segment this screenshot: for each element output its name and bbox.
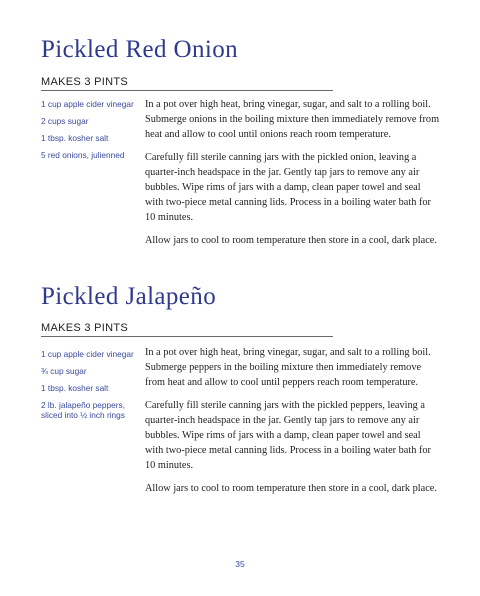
method-paragraph: In a pot over high heat, bring vinegar, sugar, and salt to a rolling boil. Submerge peppers in the boiling mixture then immediately remove from heat and allow to cool until peppers reach room temperature.	[145, 347, 431, 388]
ingredient-list	[41, 349, 136, 427]
method-paragraph: Allow jars to cool to room temperature then store in a cool, dark place.	[145, 483, 437, 494]
divider	[41, 336, 333, 337]
method-text	[145, 345, 441, 504]
recipe-title: Pickled Red Onion	[41, 36, 239, 63]
ingredient-list	[41, 99, 136, 167]
ingredient-item: 1 tbsp. kosher salt	[41, 383, 109, 393]
method-text	[145, 97, 441, 256]
page-number: 35	[235, 559, 245, 569]
ingredient-item: ¾ cup sugar	[41, 366, 87, 376]
ingredient-item: 1 cup apple cider vinegar	[41, 99, 134, 109]
recipe-yield: MAKES 3 PINTS	[41, 322, 129, 334]
ingredient-item: 5 red onions, julienned	[41, 150, 125, 160]
method-paragraph: In a pot over high heat, bring vinegar, sugar, and salt to a rolling boil. Submerge onions in the boiling mixture then immediately remove from heat and allow to cool until onions reach room temperature.	[145, 99, 440, 140]
ingredient-item: 1 tbsp. kosher salt	[41, 133, 109, 143]
method-paragraph: Carefully fill sterile canning jars with the pickled peppers, leaving a quarter-inch headspace in the jar. Gently tap jars to remove any air bubbles. Wipe rims of jars with a damp, clean paper towel and seal with two-piece metal canning lids. Process in a boiling water bath for 10 minutes.	[145, 400, 431, 471]
ingredient-item: 1 cup apple cider vinegar	[41, 349, 134, 359]
recipe-title: Pickled Jalapeño	[41, 283, 217, 310]
divider	[41, 90, 333, 91]
recipe-yield: MAKES 3 PINTS	[41, 76, 129, 88]
ingredient-item: 2 cups sugar	[41, 116, 89, 126]
method-paragraph: Allow jars to cool to room temperature then store in a cool, dark place.	[145, 235, 437, 246]
ingredient-item: 2 lb. jalapeño peppers, sliced into ½ inch rings	[41, 400, 125, 420]
method-paragraph: Carefully fill sterile canning jars with the pickled onion, leaving a quarter-inch headspace in the jar. Gently tap jars to remove any air bubbles. Wipe rims of jars with a damp, clean paper towel and seal with two-piece metal canning lids. Process in a boiling water bath for 10 minutes.	[145, 152, 431, 223]
